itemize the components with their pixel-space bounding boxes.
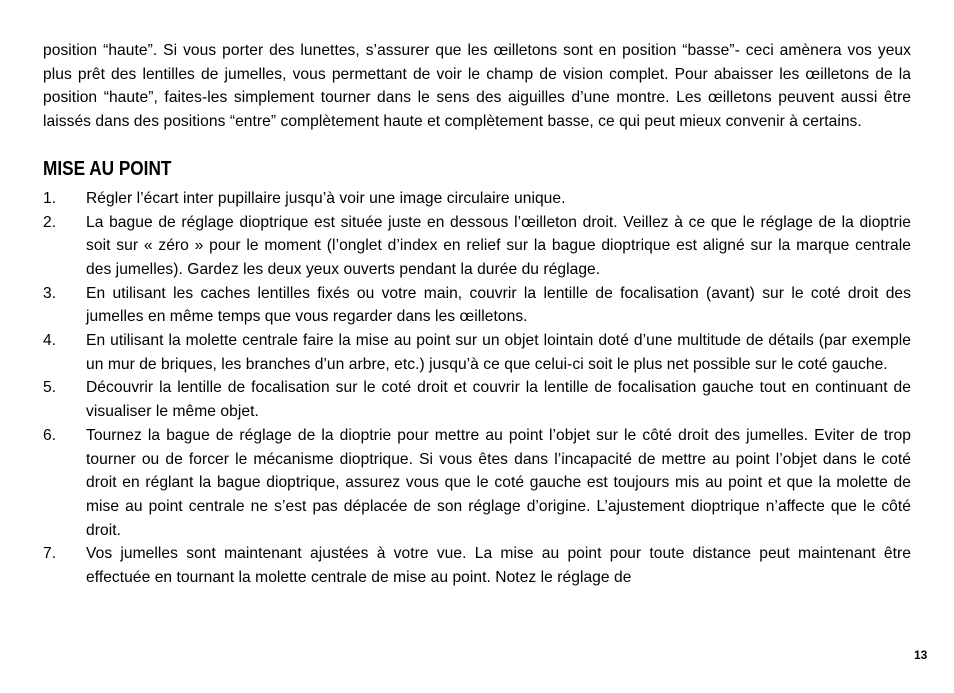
step-text: Tournez la bague de réglage de la dioptrie pour mettre au point l’objet sur le côté droit des jumelles. Eviter de trop tourner ou de forcer le mécanisme dioptrique. Si vous êtes dans l’incapacité de mettre au point l’objet dans le coté droit en réglant la bague dioptrique, assurez vous que le coté gauche est toujours mis au point et que la molette de mise au point centrale ne s’est pas déplacée de son réglage d’origine. L’ajustement dioptrique n’affecte que le côté droit. [86,426,911,539]
list-item [43,187,911,211]
step-number: 5. [43,379,57,397]
step-text: En utilisant la molette centrale faire la mise au point sur un objet lointain doté d’une multitude de détails (par exemple un mur de briques, les branches d’un arbre, etc.) jusqu’à ce que celui-ci soit le plus net possible sur le coté gauche. [86,332,911,373]
list-item [43,282,911,329]
list-item [43,376,911,423]
page-number: 13 [914,648,928,662]
intro-paragraph: position “haute”. Si vous porter des lunettes, s’assurer que les œilletons sont en position “basse”- ceci amènera vos yeux plus prêt des lentilles de jumelles, vous permettant de voir le champ de vision complet. Pour abaisser les œilletons de la position “haute”, faites-les simplement tourner dans le sens des aiguilles d’une montre. Les œilletons peuvent aussi être laissés dans des positions “entre” complètement haute et complètement basse, ce qui peut mieux convenir à certains. [43,42,911,131]
step-text: En utilisant les caches lentilles fixés ou votre main, couvrir la lentille de focalisation (avant) sur le coté droit des jumelles en même temps que vous regarder dans les œilletons. [86,284,911,326]
step-number: 6. [43,426,57,444]
list-item [43,211,911,282]
step-number: 7. [43,545,57,563]
list-item [43,329,911,376]
steps-list [43,187,911,590]
step-number: 1. [43,189,57,207]
section-heading: MISE AU POINT [43,157,172,180]
step-text: Découvrir la lentille de focalisation sur le coté droit et couvrir la lentille de focalisation gauche tout en continuant de visualiser le même objet. [86,379,911,421]
step-text: La bague de réglage dioptrique est située juste en dessous l’œilleton droit. Veillez à ce que le réglage de la dioptrie soit sur « zéro » pour le moment (l’onglet d’index en relief sur la bague dioptrique est aligné sur la marque centrale des jumelles). Gardez les deux yeux ouverts pendant la durée du réglage. [86,213,911,278]
list-item [43,542,911,589]
step-number: 2. [43,213,57,231]
step-number: 4. [43,332,57,350]
step-number: 3. [43,284,57,302]
list-item [43,424,911,543]
step-text: Vos jumelles sont maintenant ajustées à votre vue. La mise au point pour toute distance peut maintenant être effectuée en tournant la molette centrale de mise au point. Notez le réglage de [86,545,911,587]
document-page [43,39,911,590]
step-text: Régler l’écart inter pupillaire jusqu’à voir une image circulaire unique. [86,189,566,207]
